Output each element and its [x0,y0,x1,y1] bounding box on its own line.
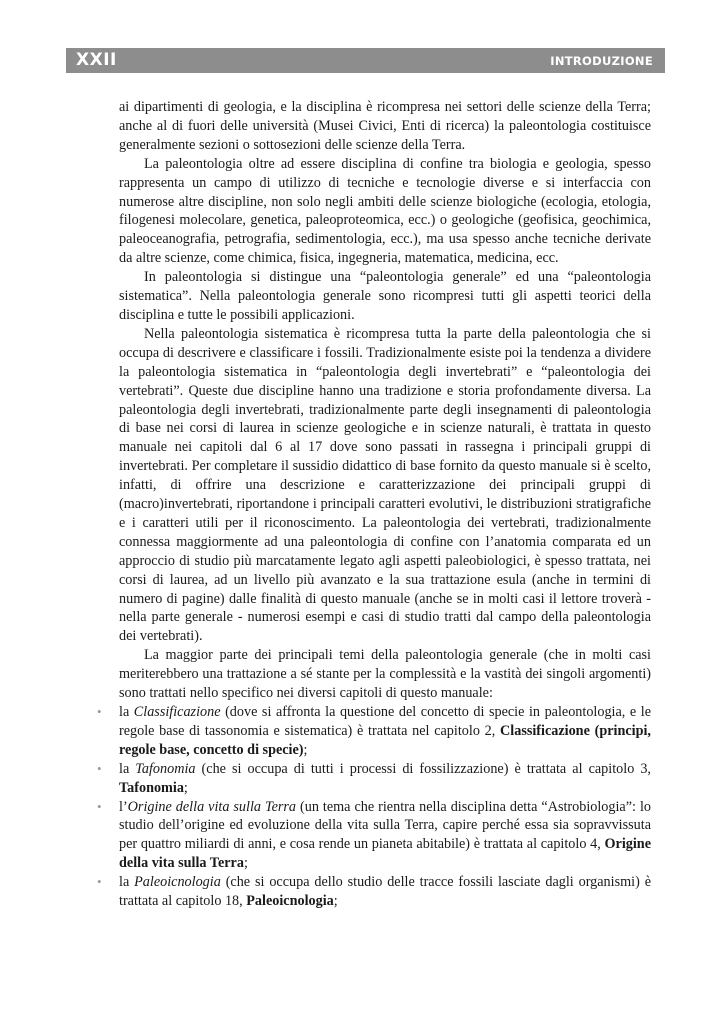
list-item: • la Classificazione (dove si affronta la questione del concetto di specie in paleontologia, e le regole base di tassonomia e sistematica) è trattata nel capitolo 2, Classificazione (principi, regole base, concetto di specie); [97,704,651,758]
page-number: XXII [76,50,117,70]
paragraph: ai dipartimenti di geologia, e la disciplina è ricompresa nei settori delle scienze della Terra; anche al di fuori delle università (Musei Civici, Enti di ricerca) la paleontologia costituisce generalmente sezioni o sottosezioni delle scienze della Terra. [119,99,651,153]
paragraph: Nella paleontologia sistematica è ricompresa tutta la parte della paleontologia che si occupa di descrivere e classificare i fossili. Tradizionalmente esiste poi la tendenza a dividere la paleontologia sistematica in “paleontologia degli invertebrati” e “paleontologia dei vertebrati”. Queste due discipline hanno una tradizione e storia profondamente diversa. La paleontologia degli invertebrati, tradizionalmente parte degli insegnamenti di paleontologia di base nei corsi di laurea in scienze geologiche e in scienze naturali, è trattata in questo manuale nei capitoli dal 6 al 17 dove sono passati in rassegna i principali gruppi di invertebrati. Per completare il sussidio didattico di base fornito da questo manuale si è scelto, infatti, di offrire una descrizione e caratterizzazione dei principali gruppi di (macro)invertebrati, riportandone i principali caratteri evolutivi, le distribuzioni stratigrafiche e i caratteri utili per il riconoscimento. La paleontologia dei vertebrati, tradizionalmente connessa maggiormente ad una paleontologia di confine con l’anatomia comparata ed un approccio di studio più marcatamente legato agli aspetti paleobiologici, è spesso trattata, nei corsi di laurea, ad un livello più avanzato e la sua trattazione esula (anche in termini di numero di pagine) dalle finalità di questo manuale (anche se in molti casi il lettore troverà - nella parte generale - numerosi esempi e casi di studio tratti dal campo della paleontologia dei vertebrati). [119,325,651,645]
bullet-icon: • [97,704,102,719]
list-item: • l’Origine della vita sulla Terra (un tema che rientra nella disciplina detta “Astrobiologia”: lo studio dell’origine ed evoluzione della vita sulla Terra, capire perché essa sia sopravvissuta per quattro miliardi di anni, e cosa rende un pianeta abitabile) è trattata al capitolo 4, Origine della vita sulla Terra; [97,798,651,872]
bullet-icon: • [97,760,102,776]
paragraph: In paleontologia si distingue una “paleontologia generale” ed una “paleontologia sistematica”. Nella paleontologia generale sono ricompresi tutti gli aspetti teorici della disciplina e tutte le possibili applicazioni. [119,269,651,323]
bullet-icon: • [97,798,102,814]
topic-list [97,703,651,911]
list-item: • la Paleoicnologia (che si occupa dello studio delle tracce fossili lasciate dagli organismi) è trattata al capitolo 18, Paleoicnologia; [97,874,651,910]
bullet-icon: • [97,874,102,890]
paragraph: La maggior parte dei principali temi della paleontologia generale (che in molti casi meriterebbero una trattazione a sé stante per la complessità e la vastità dei singoli argomenti) sono trattati nello specifico nei diversi capitoli di questo manuale: [119,647,651,702]
list-item: • la Tafonomia (che si occupa di tutti i processi di fossilizzazione) è trattata al capitolo 3, Tafonomia; [97,760,651,796]
running-head: INTRODUZIONE [550,54,653,68]
text-body [97,98,651,911]
paragraph: La paleontologia oltre ad essere disciplina di confine tra biologia e geologia, spesso rappresenta un campo di utilizzo di tecniche e tecnologie diverse e si interfaccia con numerose altre discipline, non solo negli ambiti delle scienze biologiche (ecologia, etologia, filogenesi molecolare, genetica, paleoproteomica, ecc.) o geologiche (geofisica, geochimica, paleoceanografia, petrografia, sedimentologia, ecc.), ma usa spesso anche tecniche derivate da altre scienze, come chimica, fisica, ingegneria, matematica, medicina, ecc. [119,155,651,267]
